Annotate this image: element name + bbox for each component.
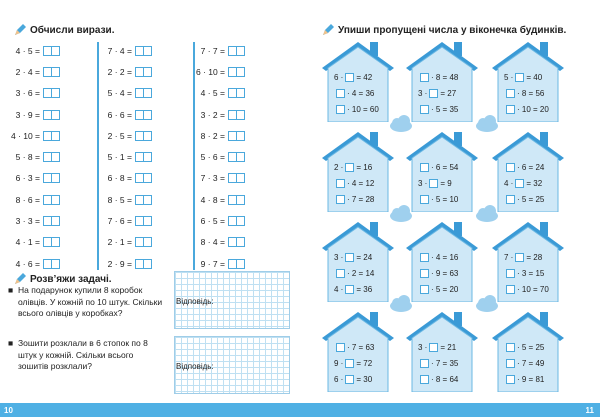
expression-text: 2 · 5 =	[107, 130, 132, 141]
house-equation	[418, 160, 470, 174]
missing-number-box[interactable]	[345, 73, 354, 82]
house-equation	[504, 282, 556, 296]
missing-number-box[interactable]	[420, 269, 429, 278]
answer-box[interactable]	[43, 110, 60, 120]
expression-text: 4 · 5 =	[15, 45, 40, 56]
house-equation	[334, 160, 386, 174]
equation-suffix: · 10 = 20	[517, 104, 549, 114]
house-equation	[418, 102, 470, 116]
expression-text: 5 · 4 =	[107, 88, 132, 99]
expression-text: 6 · 6 =	[107, 109, 132, 120]
expression-text: 8 · 6 =	[15, 194, 40, 205]
answer-box[interactable]	[43, 259, 60, 269]
answer-box[interactable]	[43, 46, 60, 56]
answer-box[interactable]	[43, 216, 60, 226]
house-equation	[334, 86, 386, 100]
expression-text: 4 · 5 =	[200, 88, 225, 99]
expression-row	[96, 232, 176, 253]
expression-row	[189, 168, 269, 189]
pencil-icon	[322, 24, 334, 36]
answer-box[interactable]	[135, 131, 152, 141]
equation-suffix: · 10 = 60	[347, 104, 379, 114]
equation-prefix: 3 ·	[334, 252, 344, 262]
section-title-problems: Розв’яжи задачі.	[14, 273, 112, 285]
equation-suffix: = 36	[356, 284, 373, 294]
missing-number-box[interactable]	[429, 89, 438, 98]
expression-row	[96, 189, 176, 210]
missing-number-box[interactable]	[506, 163, 515, 172]
missing-number-box[interactable]	[345, 375, 354, 384]
expression-text: 3 · 3 =	[15, 216, 40, 227]
equation-suffix: · 4 = 36	[347, 88, 375, 98]
house-equation	[418, 266, 470, 280]
expression-text: 2 · 9 =	[107, 258, 132, 269]
cloud-icon	[388, 115, 414, 133]
answer-box[interactable]	[135, 216, 152, 226]
expression-text: 6 · 10 =	[195, 66, 225, 77]
equation-suffix: · 8 = 56	[517, 88, 545, 98]
equation-prefix: 2 ·	[334, 162, 344, 172]
house-equation	[418, 250, 470, 264]
equation-suffix: = 28	[526, 252, 543, 262]
expression-text: 4 · 10 =	[10, 130, 40, 141]
expression-row	[96, 83, 176, 104]
answer-box[interactable]	[228, 110, 245, 120]
equation-suffix: · 7 = 49	[517, 358, 545, 368]
house-equation	[504, 266, 556, 280]
equation-prefix: 3 ·	[418, 342, 428, 352]
expression-row	[96, 61, 176, 82]
missing-number-box[interactable]	[420, 375, 429, 384]
equation-prefix: 9 ·	[334, 358, 344, 368]
bullet-icon: ■	[8, 285, 14, 295]
answer-box[interactable]	[228, 67, 245, 77]
page-number: 10	[4, 405, 13, 415]
equation-suffix: = 30	[356, 374, 373, 384]
missing-number-box[interactable]	[429, 343, 438, 352]
missing-number-box[interactable]	[420, 195, 429, 204]
house-equation	[418, 70, 470, 84]
house-equation	[504, 176, 556, 190]
missing-number-box[interactable]	[515, 179, 524, 188]
expression-row	[4, 125, 84, 146]
expression-row	[189, 104, 269, 125]
answer-box[interactable]	[43, 67, 60, 77]
answer-box[interactable]	[135, 195, 152, 205]
equation-suffix: · 7 = 35	[431, 358, 459, 368]
equation-suffix: · 5 = 25	[517, 342, 545, 352]
expression-text: 6 · 5 =	[200, 216, 225, 227]
equation-suffix: · 4 = 16	[431, 252, 459, 262]
equation-suffix: = 72	[356, 358, 373, 368]
expression-row	[4, 232, 84, 253]
expression-row	[4, 61, 84, 82]
expression-row	[4, 168, 84, 189]
expression-row	[96, 104, 176, 125]
answer-label: Відповідь:	[176, 297, 214, 306]
house-equation	[334, 192, 386, 206]
house-equation	[334, 372, 386, 386]
answer-box[interactable]	[228, 152, 245, 162]
answer-box[interactable]	[228, 195, 245, 205]
house	[404, 130, 480, 212]
house-equation	[504, 356, 556, 370]
expression-text: 8 · 4 =	[200, 237, 225, 248]
house-equation	[504, 160, 556, 174]
missing-number-box[interactable]	[336, 89, 345, 98]
answer-box[interactable]	[228, 173, 245, 183]
missing-number-box[interactable]	[506, 359, 515, 368]
answer-label: Відповідь:	[176, 362, 214, 371]
expression-row	[4, 146, 84, 167]
expression-text: 3 · 9 =	[15, 109, 40, 120]
house-equation	[504, 192, 556, 206]
equation-suffix: · 5 = 10	[431, 194, 459, 204]
expression-column-1	[4, 40, 84, 274]
house	[320, 310, 396, 392]
house-equation	[504, 86, 556, 100]
missing-number-box[interactable]	[506, 105, 515, 114]
right-page	[300, 0, 600, 417]
missing-number-box[interactable]	[506, 89, 515, 98]
expression-row	[189, 189, 269, 210]
expression-text: 4 · 1 =	[15, 237, 40, 248]
house	[490, 40, 566, 122]
expression-row	[189, 61, 269, 82]
equation-prefix: 6 ·	[334, 72, 344, 82]
answer-box[interactable]	[135, 67, 152, 77]
equation-suffix: · 9 = 81	[517, 374, 545, 384]
missing-number-box[interactable]	[506, 343, 515, 352]
house	[320, 220, 396, 302]
answer-box[interactable]	[43, 131, 60, 141]
footer-bar	[300, 403, 600, 417]
answer-box[interactable]	[228, 131, 245, 141]
expression-row	[96, 125, 176, 146]
answer-box[interactable]	[135, 173, 152, 183]
equation-suffix: · 8 = 64	[431, 374, 459, 384]
house-equation	[418, 282, 470, 296]
word-problem-2: ■ Зошити розклали в 6 стопок по 8 штук у кожній. Скільки всього зошитів розклали?	[8, 338, 148, 371]
missing-number-box[interactable]	[420, 359, 429, 368]
missing-number-box[interactable]	[420, 105, 429, 114]
word-problem-1: ■ На подарунок купили 8 коробок олівців. У кожній по 10 штук. Скільки всього олівців у коробках?	[8, 285, 163, 318]
house-equation	[504, 250, 556, 264]
answer-box[interactable]	[228, 237, 245, 247]
house-equation	[504, 70, 556, 84]
equation-suffix: · 7 = 63	[347, 342, 375, 352]
house-equation	[504, 102, 556, 116]
answer-box[interactable]	[228, 46, 245, 56]
expression-row	[4, 189, 84, 210]
missing-number-box[interactable]	[515, 73, 524, 82]
equation-suffix: = 32	[526, 178, 543, 188]
house-equation	[418, 192, 470, 206]
missing-number-box[interactable]	[336, 343, 345, 352]
expression-row	[96, 40, 176, 61]
page-number: 11	[585, 405, 594, 415]
house	[490, 220, 566, 302]
missing-number-box[interactable]	[506, 195, 515, 204]
expression-row	[96, 146, 176, 167]
expression-column-3	[189, 40, 269, 274]
bullet-icon: ■	[8, 338, 14, 348]
answer-box[interactable]	[43, 237, 60, 247]
equation-suffix: = 40	[526, 72, 543, 82]
missing-number-box[interactable]	[336, 105, 345, 114]
equation-prefix: 6 ·	[334, 374, 344, 384]
house-equation	[418, 356, 470, 370]
house-equation	[334, 176, 386, 190]
house-equation	[334, 282, 386, 296]
expression-row	[4, 83, 84, 104]
house-equation	[504, 372, 556, 386]
missing-number-box[interactable]	[345, 163, 354, 172]
answer-box[interactable]	[43, 152, 60, 162]
equation-suffix: · 7 = 28	[347, 194, 375, 204]
equation-prefix: 7 ·	[504, 252, 514, 262]
expression-text: 8 · 5 =	[107, 194, 132, 205]
answer-box[interactable]	[43, 173, 60, 183]
house-equation	[418, 340, 470, 354]
house-equation	[334, 102, 386, 116]
expression-text: 7 · 3 =	[200, 173, 225, 184]
expression-text: 8 · 2 =	[200, 130, 225, 141]
expression-text: 6 · 8 =	[107, 173, 132, 184]
answer-box[interactable]	[135, 110, 152, 120]
house	[490, 310, 566, 392]
missing-number-box[interactable]	[345, 285, 354, 294]
expression-text: 3 · 6 =	[15, 88, 40, 99]
expression-row	[189, 83, 269, 104]
expression-row	[4, 40, 84, 61]
missing-number-box[interactable]	[336, 195, 345, 204]
equation-suffix: · 6 = 24	[517, 162, 545, 172]
house-equation	[334, 266, 386, 280]
expression-text: 4 · 6 =	[15, 258, 40, 269]
equation-suffix: · 3 = 15	[517, 268, 545, 278]
answer-box[interactable]	[228, 88, 245, 98]
expression-row	[189, 40, 269, 61]
missing-number-box[interactable]	[506, 285, 515, 294]
house-equation	[334, 340, 386, 354]
expression-text: 7 · 4 =	[107, 45, 132, 56]
expression-text: 6 · 3 =	[15, 173, 40, 184]
answer-box[interactable]	[228, 216, 245, 226]
cloud-icon	[474, 295, 500, 313]
equation-suffix: · 4 = 12	[347, 178, 375, 188]
expression-text: 2 · 4 =	[15, 66, 40, 77]
equation-suffix: · 2 = 14	[347, 268, 375, 278]
house-equation	[334, 356, 386, 370]
expression-row	[189, 146, 269, 167]
section-title-calculate: Обчисли вирази.	[14, 24, 114, 36]
house	[490, 130, 566, 212]
house-equation	[418, 372, 470, 386]
answer-box[interactable]	[43, 195, 60, 205]
equation-suffix: = 42	[356, 72, 373, 82]
expression-row	[96, 210, 176, 231]
house	[404, 220, 480, 302]
expression-text: 3 · 2 =	[200, 109, 225, 120]
answer-box[interactable]	[135, 237, 152, 247]
expression-row	[189, 210, 269, 231]
expression-row	[4, 253, 84, 274]
missing-number-box[interactable]	[420, 163, 429, 172]
equation-prefix: 3 ·	[418, 178, 428, 188]
equation-suffix: · 5 = 25	[517, 194, 545, 204]
equation-suffix: · 6 = 54	[431, 162, 459, 172]
equation-suffix: = 21	[440, 342, 457, 352]
equation-suffix: = 9	[440, 178, 452, 188]
house-equation	[334, 250, 386, 264]
house	[404, 310, 480, 392]
house-equation	[418, 176, 470, 190]
answer-box[interactable]	[43, 88, 60, 98]
expression-text: 2 · 2 =	[107, 66, 132, 77]
pencil-icon	[14, 273, 26, 285]
section-title-houses: Упиши пропущені числа у віконечка будинків.	[322, 24, 566, 36]
missing-number-box[interactable]	[420, 73, 429, 82]
expression-text: 5 · 8 =	[15, 152, 40, 163]
missing-number-box[interactable]	[429, 179, 438, 188]
missing-number-box[interactable]	[345, 359, 354, 368]
cloud-icon	[474, 115, 500, 133]
equation-suffix: = 24	[356, 252, 373, 262]
expression-text: 5 · 1 =	[107, 152, 132, 163]
house	[320, 130, 396, 212]
missing-number-box[interactable]	[506, 269, 515, 278]
missing-number-box[interactable]	[420, 285, 429, 294]
answer-box[interactable]	[135, 88, 152, 98]
equation-prefix: 5 ·	[504, 72, 514, 82]
missing-number-box[interactable]	[515, 253, 524, 262]
cloud-icon	[388, 205, 414, 223]
missing-number-box[interactable]	[420, 253, 429, 262]
missing-number-box[interactable]	[336, 179, 345, 188]
missing-number-box[interactable]	[506, 375, 515, 384]
expression-row	[96, 253, 176, 274]
house	[404, 40, 480, 122]
equation-suffix: · 8 = 48	[431, 72, 459, 82]
expression-column-2	[96, 40, 176, 274]
expression-row	[4, 104, 84, 125]
equation-suffix: · 5 = 35	[431, 104, 459, 114]
missing-number-box[interactable]	[336, 269, 345, 278]
expression-text: 7 · 6 =	[107, 216, 132, 227]
equation-suffix: · 5 = 20	[431, 284, 459, 294]
answer-box[interactable]	[135, 152, 152, 162]
expression-text: 9 · 7 =	[200, 258, 225, 269]
equation-prefix: 4 ·	[504, 178, 514, 188]
equation-prefix: 4 ·	[334, 284, 344, 294]
house-equation	[418, 86, 470, 100]
answer-box[interactable]	[135, 46, 152, 56]
expression-row	[189, 232, 269, 253]
expression-row	[96, 168, 176, 189]
expression-text: 7 · 7 =	[200, 45, 225, 56]
equation-suffix: = 27	[440, 88, 457, 98]
expression-text: 5 · 6 =	[200, 152, 225, 163]
house-equation	[334, 70, 386, 84]
expression-row	[189, 125, 269, 146]
equation-prefix: 3 ·	[418, 88, 428, 98]
expression-text: 4 · 8 =	[200, 194, 225, 205]
cloud-icon	[388, 295, 414, 313]
house	[320, 40, 396, 122]
pencil-icon	[14, 24, 26, 36]
equation-suffix: · 9 = 63	[431, 268, 459, 278]
expression-text: 2 · 1 =	[107, 237, 132, 248]
house-equation	[504, 340, 556, 354]
missing-number-box[interactable]	[345, 253, 354, 262]
footer-bar	[0, 403, 300, 417]
expression-row	[4, 210, 84, 231]
answer-box[interactable]	[228, 259, 245, 269]
cloud-icon	[474, 205, 500, 223]
equation-suffix: · 10 = 70	[517, 284, 549, 294]
equation-suffix: = 16	[356, 162, 373, 172]
answer-box[interactable]	[135, 259, 152, 269]
